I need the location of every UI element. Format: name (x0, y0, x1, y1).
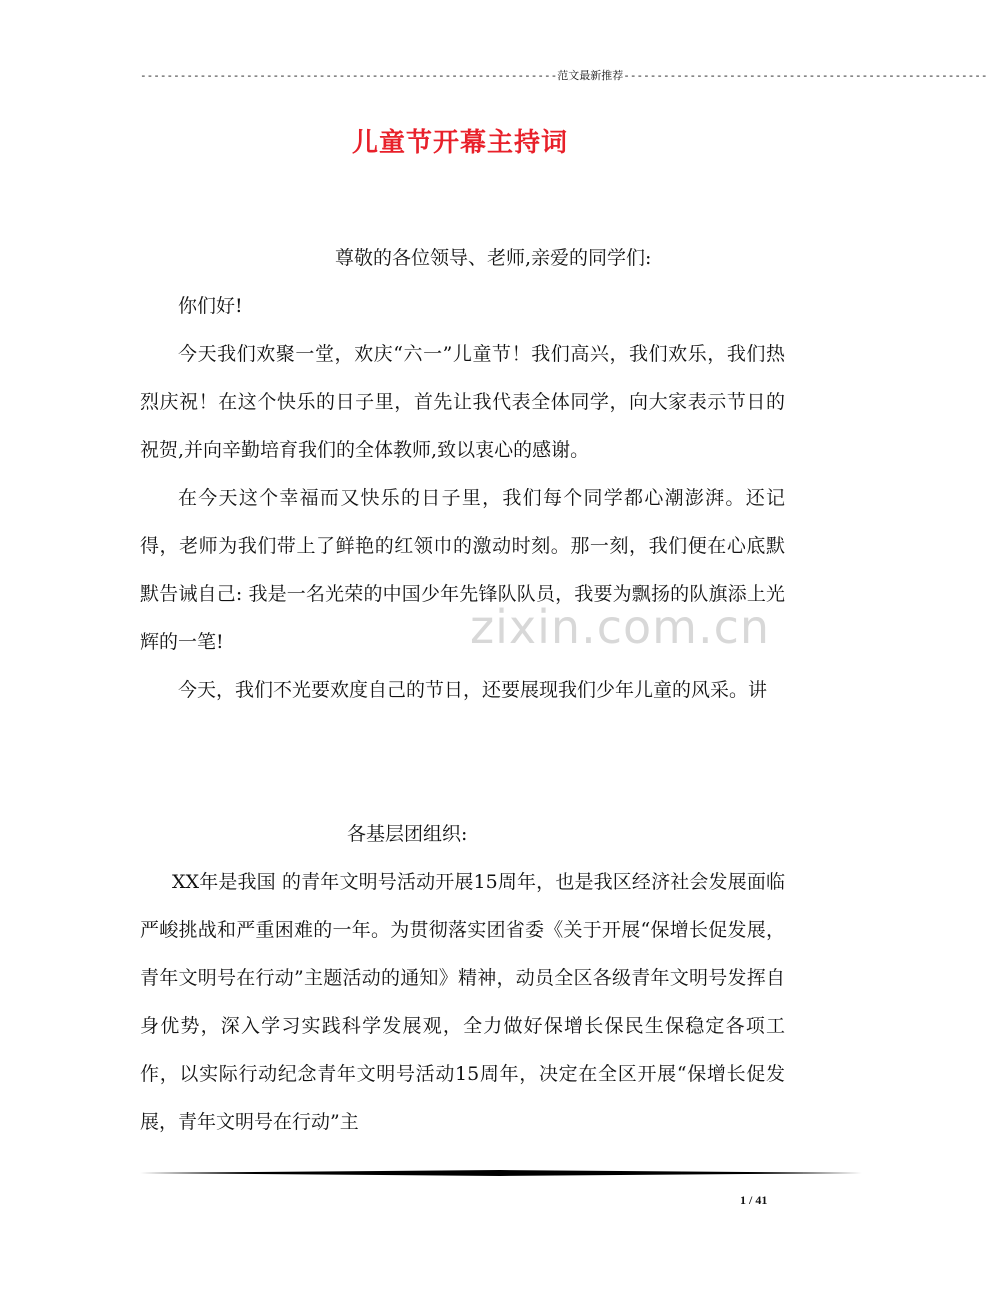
greeting-line: 尊敬的各位领导、老师,亲爱的同学们: (335, 247, 652, 269)
greeting-line: 各基层团组织: (347, 823, 468, 845)
watermark: zixin.com.cn (470, 600, 771, 654)
body-paragraph: 在今天这个幸福而又快乐的日子里，我们每个同学都心潮澎湃。还记得，老师为我们带上了鲜艳的红领巾的激动时刻。那一刻，我们便在心底默默告诫自己: 我是一名光荣的中国少年先锋队队员，我要为飘扬的队旗添上光辉的一笔! (140, 487, 785, 653)
section-1 (140, 234, 785, 714)
body-paragraph: 今天我们欢聚一堂，欢庆“六一”儿童节！我们高兴，我们欢乐，我们热烈庆祝！在这个快乐的日子里，首先让我代表全体同学，向大家表示节日的祝贺,并向辛勤培育我们的全体教师,致以衷心的感谢。 (140, 343, 785, 461)
header-banner: ---------------------------------------------------------------范文最新推荐------------------------------------------------------- (140, 69, 987, 82)
page-number: 1 / 41 (740, 1193, 768, 1207)
body-paragraph: 今天，我们不光要欢度自己的节日，还要展现我们少年儿童的风采。讲 (178, 679, 768, 701)
body-paragraph: XX年是我国 的青年文明号活动开展15周年，也是我区经济社会发展面临严峻挑战和严重困难的一年。为贯彻落实团省委《关于开展“保增长促发展，青年文明号在行动”主题活动的通知》精神，动员全区各级青年文明号发挥自身优势，深入学习实践科学发展观，全力做好保增长保民生保稳定各项工作，以实际行动纪念青年文明号活动15周年，决定在全区开展“保增长促发展，青年文明号在行动”主 (140, 871, 785, 1133)
document-title: 儿童节开幕主持词 (351, 128, 568, 158)
footer-divider (140, 1170, 862, 1176)
hello-line: 你们好! (178, 295, 243, 317)
section-2 (140, 810, 785, 1146)
